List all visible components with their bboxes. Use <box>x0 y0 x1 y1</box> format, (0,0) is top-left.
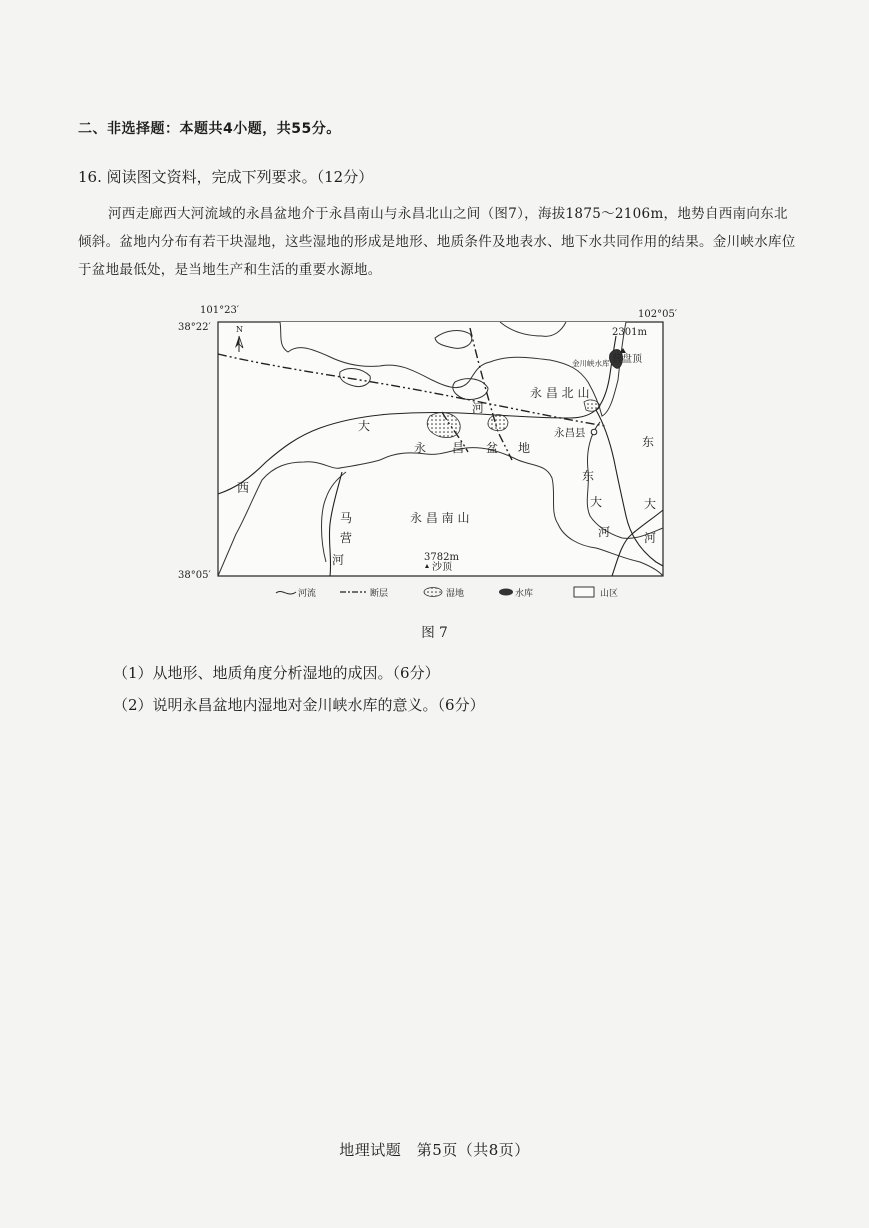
label-peak1-name: 营盘顶 <box>612 354 642 365</box>
sub-question-2: （2）说明永昌盆地内湿地对金川峡水库的意义。（6分） <box>113 696 485 714</box>
page-footer: 地理试题 第5页（共8页） <box>339 1141 530 1159</box>
question-header: 16. 阅读图文资料，完成下列要求。（12分） <box>78 168 374 186</box>
question-paragraph: 河西走廊西大河流域的永昌盆地介于永昌南山与永昌北山之间（图7），海拔1875～2106m，地势自西南向东北倾斜。盆地内分布有若干块湿地，这些湿地的形成是地形、地质条件及地表水、地下水共同作用的结果。金川峡水库位于盆地最低处，是当地生产和生活的重要水源地。 <box>78 206 796 278</box>
label-reservoir: 金川峡水库 <box>572 359 610 368</box>
legend-wetland-label: 湿地 <box>446 589 465 599</box>
map-legend <box>276 587 618 599</box>
label-dongdahe-b1: 东 <box>642 435 655 449</box>
label-county: 永昌县 <box>554 427 586 439</box>
label-peak1-elev: 2301m <box>612 327 647 338</box>
lat-bottom-label: 38°05′ <box>178 570 211 581</box>
sub-question-1: （1）从地形、地质角度分析湿地的成因。（6分） <box>113 664 440 682</box>
label-peak2-elev: 3782m <box>424 552 459 563</box>
label-basin-3: 盆 <box>486 441 499 455</box>
yongchang-county-dot <box>591 429 597 435</box>
label-mayinghe-2: 营 <box>340 531 353 545</box>
label-basin-4: 地 <box>518 441 531 455</box>
label-dongdahe-a2: 大 <box>590 495 603 509</box>
label-north-mountain: 永 昌 北 山 <box>530 386 590 400</box>
label-peak2-name: 沙顶 <box>432 562 452 573</box>
label-river-he: 河 <box>472 401 485 415</box>
legend-mountain-icon <box>574 587 594 597</box>
label-dongdahe-b3: 河 <box>644 531 657 545</box>
north-label: N <box>236 325 243 334</box>
label-south-mountain: 永 昌 南 山 <box>410 511 470 525</box>
label-basin-2: 昌 <box>452 441 465 455</box>
label-mayinghe-3: 河 <box>332 553 345 567</box>
label-river-da: 大 <box>358 419 371 433</box>
figure-caption: 图 7 <box>421 625 448 641</box>
legend-river-label: 河流 <box>298 589 317 599</box>
section-title: 二、非选择题：本题共4小题，共55分。 <box>78 121 341 137</box>
lon-right-label: 102°05′ <box>638 309 678 320</box>
legend-fault-label: 断层 <box>370 589 389 599</box>
label-dongdahe-a3: 河 <box>598 525 611 539</box>
legend-reservoir-label: 水库 <box>515 589 534 599</box>
legend-river-icon <box>276 592 296 594</box>
label-dongdahe-b2: 大 <box>644 497 657 511</box>
label-xi: 西 <box>237 481 250 495</box>
wetland-patch-2 <box>488 415 508 431</box>
legend-reservoir-icon <box>499 589 513 596</box>
legend-mountain-label: 山区 <box>600 589 619 599</box>
lon-left-label: 101°23′ <box>200 305 240 316</box>
lat-top-label: 38°22′ <box>178 322 211 333</box>
legend-wetland-icon <box>424 588 442 597</box>
figure-7-map <box>170 302 690 608</box>
label-dongdahe-a1: 东 <box>582 469 595 483</box>
label-basin-1: 永 <box>414 441 427 455</box>
label-mayinghe-1: 马 <box>340 511 353 525</box>
